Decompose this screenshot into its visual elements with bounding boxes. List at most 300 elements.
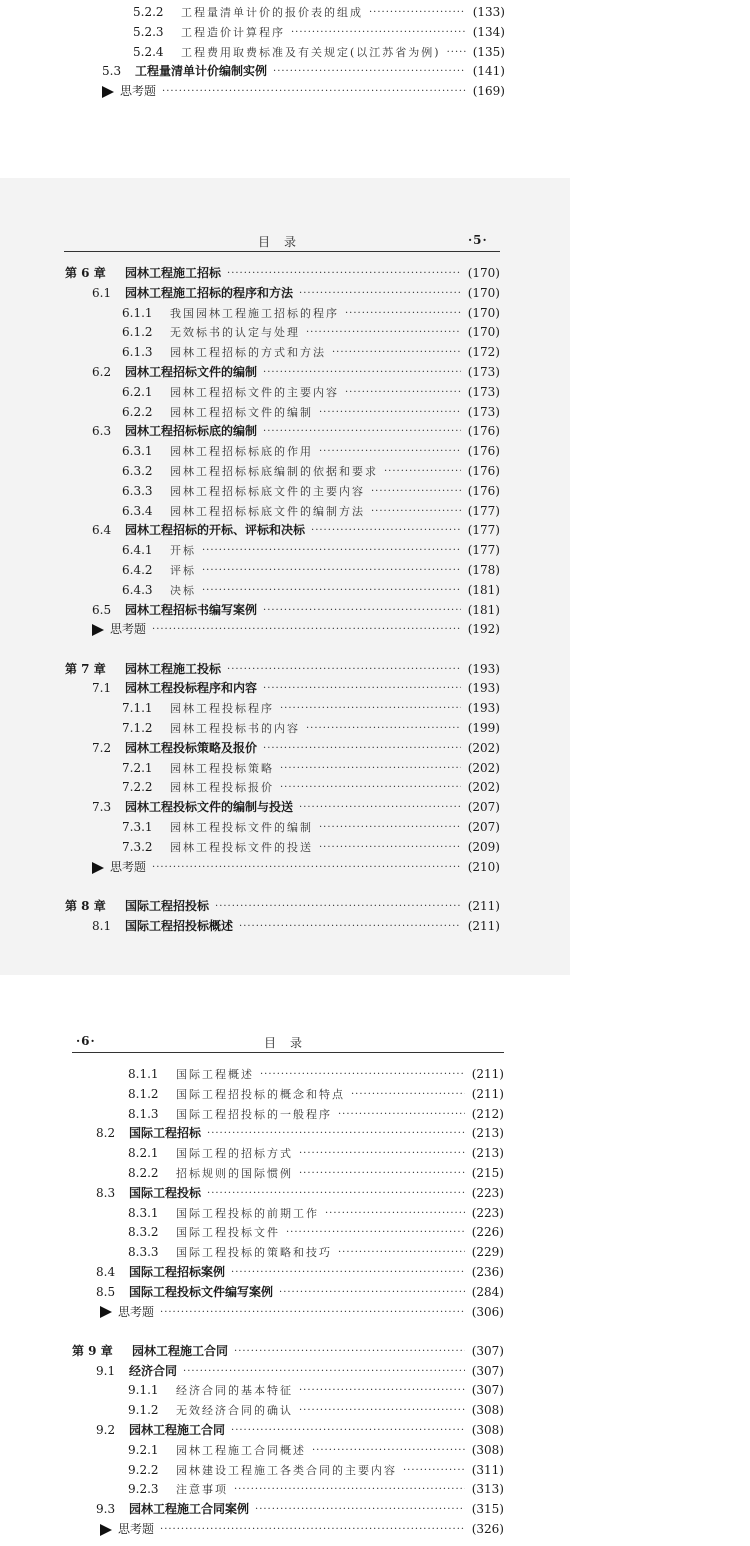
entry-number: 6.2.1 [122, 384, 153, 399]
dot-leader [160, 1303, 465, 1323]
entry-title: 思考题 [118, 1304, 155, 1319]
toc-section[interactable] [72, 1124, 504, 1144]
entry-title: 评标 [170, 563, 196, 577]
entry-title: 国际工程招标案例 [129, 1264, 226, 1279]
entry-page: (211) [467, 918, 500, 933]
toc-subsection[interactable] [65, 778, 500, 798]
entry-title: 园林工程投标策略 [170, 761, 274, 775]
toc-list [72, 1065, 504, 1540]
entry-title: 园林工程投标文件的编制与投送 [125, 800, 294, 815]
dot-leader [260, 1065, 465, 1085]
entry-page: (284) [471, 1284, 504, 1299]
dot-leader [384, 462, 461, 482]
entry-title: 工程造价计算程序 [181, 25, 285, 39]
entry-page: (211) [471, 1086, 504, 1101]
spacer [65, 640, 500, 660]
entry-number: 9.2.2 [128, 1462, 159, 1477]
entry-title: 园林工程招标文件的编制 [125, 364, 258, 379]
toc-subsection[interactable] [102, 23, 505, 43]
dot-leader [338, 1243, 465, 1263]
entry-title: 园林工程招标文件的编制 [170, 405, 313, 419]
entry-title: 园林工程施工合同案例 [129, 1502, 250, 1517]
entry-title: 国际工程投标 [129, 1185, 202, 1200]
dot-leader [263, 363, 461, 383]
entry-title: 国际工程招投标 [125, 898, 210, 913]
arrow-bullet-icon [100, 1306, 112, 1318]
dot-leader [319, 403, 461, 423]
toc-section[interactable] [65, 422, 500, 442]
entry-page: (178) [467, 562, 500, 577]
toc-subsection[interactable] [72, 1441, 504, 1461]
entry-page: (210) [467, 859, 500, 874]
dot-leader [299, 284, 461, 304]
entry-title: 工程费用取费标准及有关规定(以江苏省为例) [181, 45, 441, 59]
entry-number: 5.2.4 [133, 44, 164, 59]
entry-title: 园林工程施工招标 [125, 266, 222, 280]
entry-number: 7.3.2 [122, 839, 153, 854]
entry-page: (192) [467, 622, 500, 637]
toc-subsection[interactable] [65, 818, 500, 838]
running-header-title: 目 录 [258, 235, 298, 249]
toc-subsection[interactable] [72, 1223, 504, 1243]
entry-page: (211) [467, 898, 500, 913]
entry-number: 5.2.2 [133, 5, 164, 19]
entry-title: 思考题 [120, 84, 157, 99]
page-6 [0, 1030, 750, 1546]
entry-page: (226) [471, 1225, 504, 1240]
dot-leader [263, 739, 461, 759]
entry-page: (326) [471, 1522, 504, 1537]
entry-page: (176) [467, 463, 500, 478]
toc-section[interactable] [65, 798, 500, 818]
toc-section[interactable] [72, 1184, 504, 1204]
entry-page: (134) [472, 24, 505, 39]
toc-section[interactable] [65, 679, 500, 699]
dot-leader [319, 442, 461, 462]
entry-number: 7.1.1 [122, 701, 153, 716]
dot-leader [299, 1401, 465, 1421]
entry-title: 注意事项 [176, 1483, 228, 1497]
entry-page: (207) [467, 800, 500, 815]
dot-leader [371, 482, 461, 502]
entry-number: 第 7 章 [65, 661, 106, 676]
toc-chapter[interactable] [65, 897, 500, 917]
entry-number: 8.3.1 [128, 1205, 159, 1220]
dot-leader [263, 422, 461, 442]
entry-title: 国际工程概述 [176, 1068, 254, 1081]
dot-leader [299, 1144, 465, 1164]
dot-leader [152, 858, 461, 878]
dot-leader [299, 798, 461, 818]
dot-leader [231, 1421, 465, 1441]
toc-exercises[interactable] [72, 1520, 504, 1540]
dot-leader [239, 917, 461, 937]
toc-exercises[interactable] [65, 858, 500, 878]
dot-leader [312, 1441, 465, 1461]
toc-subsection[interactable] [72, 1243, 504, 1263]
entry-page: (307) [471, 1363, 504, 1378]
entry-page: (193) [467, 661, 500, 676]
entry-page: (209) [467, 839, 500, 854]
entry-title: 园林工程招标标底的编制 [125, 424, 258, 439]
toc-section[interactable] [72, 1500, 504, 1520]
entry-title: 无效经济合同的确认 [176, 1404, 293, 1418]
toc-subsection[interactable] [72, 1461, 504, 1481]
entry-number: 7.1 [92, 681, 112, 696]
entry-number: 6.3.1 [122, 444, 153, 459]
entry-title: 国际工程招投标的一般程序 [176, 1107, 332, 1121]
toc-exercises[interactable] [65, 620, 500, 640]
entry-title: 园林工程招标书编写案例 [125, 602, 258, 617]
page-number: ·5· [468, 233, 488, 247]
entry-number: 第 6 章 [65, 266, 106, 280]
entry-page: (199) [467, 721, 500, 736]
toc-subsection[interactable] [65, 838, 500, 858]
dot-leader [345, 383, 461, 403]
dot-leader [234, 1480, 465, 1500]
dot-leader [280, 699, 461, 719]
entry-title: 园林工程施工合同概述 [176, 1443, 306, 1457]
entry-title: 开标 [170, 544, 196, 558]
entry-number: 8.5 [96, 1284, 116, 1299]
toc-subsection[interactable] [65, 502, 500, 522]
dot-leader [325, 1204, 465, 1224]
toc-section[interactable] [72, 1362, 504, 1382]
dot-leader [273, 62, 466, 82]
entry-page: (173) [467, 364, 500, 379]
toc-subsection[interactable] [72, 1105, 504, 1125]
dot-leader [227, 264, 461, 284]
toc-subsection[interactable] [72, 1480, 504, 1500]
toc-subsection[interactable] [65, 343, 500, 363]
toc-subsection[interactable] [65, 482, 500, 502]
entry-title: 我国园林工程施工招标的程序 [170, 306, 339, 320]
toc-subsection[interactable] [65, 541, 500, 561]
entry-number: 6.1 [92, 285, 112, 300]
toc-subsection[interactable] [72, 1381, 504, 1401]
toc-section[interactable] [102, 62, 505, 82]
header-rule [64, 251, 500, 252]
entry-number: 8.1.2 [128, 1086, 159, 1101]
entry-title: 园林工程招标标底文件的编制方法 [170, 504, 365, 518]
entry-number: 6.1.2 [122, 325, 153, 340]
entry-title: 园林工程招标标底编制的依据和要求 [170, 464, 378, 478]
dot-leader [319, 838, 461, 858]
dot-leader [255, 1500, 465, 1520]
dot-leader [202, 561, 461, 581]
entry-page: (307) [471, 1383, 504, 1398]
dot-leader [345, 304, 461, 324]
entry-page: (176) [467, 483, 500, 498]
entry-page: (223) [471, 1205, 504, 1220]
toc-subsection[interactable] [72, 1164, 504, 1184]
toc-section[interactable] [65, 601, 500, 621]
toc-list [65, 264, 500, 937]
dot-leader [286, 1223, 465, 1243]
dot-leader [263, 601, 461, 621]
dot-leader [299, 1381, 465, 1401]
entry-number: 9.3 [96, 1502, 116, 1517]
entry-number: 6.4 [92, 523, 112, 538]
toc-section[interactable] [65, 363, 500, 383]
entry-title: 园林工程施工合同 [132, 1343, 229, 1358]
dot-leader [280, 778, 461, 798]
entry-page: (212) [471, 1106, 504, 1121]
entry-page: (177) [467, 503, 500, 518]
entry-title: 国际工程投标文件编写案例 [129, 1284, 274, 1299]
entry-number: 8.1.3 [128, 1106, 159, 1121]
dot-leader [311, 521, 461, 541]
toc-section[interactable] [65, 284, 500, 304]
entry-title: 经济合同的基本特征 [176, 1384, 293, 1398]
toc-chapter[interactable] [72, 1342, 504, 1362]
toc-subsection[interactable] [72, 1065, 504, 1085]
entry-number: 8.3.2 [128, 1225, 159, 1240]
toc-subsection[interactable] [65, 462, 500, 482]
entry-page: (193) [467, 701, 500, 716]
entry-page: (172) [467, 345, 500, 360]
entry-title: 思考题 [110, 622, 147, 637]
entry-title: 园林工程投标书的内容 [170, 722, 300, 736]
entry-number: 9.1.1 [128, 1383, 159, 1398]
entry-page: (313) [471, 1482, 504, 1497]
entry-page: (311) [471, 1462, 504, 1477]
entry-page: (177) [467, 523, 500, 538]
arrow-bullet-icon [92, 624, 104, 636]
toc-chapter[interactable] [65, 264, 500, 284]
entry-page: (308) [471, 1403, 504, 1418]
toc-subsection[interactable] [65, 304, 500, 324]
entry-number: 6.2.2 [122, 404, 153, 419]
toc-subsection[interactable] [72, 1401, 504, 1421]
dot-leader [207, 1124, 465, 1144]
dot-leader [306, 719, 461, 739]
entry-number: 6.2 [92, 364, 112, 379]
dot-leader [319, 818, 461, 838]
toc-subsection[interactable] [102, 43, 505, 63]
entry-number: 9.2.3 [128, 1482, 159, 1497]
entry-title: 国际工程投标的策略和技巧 [176, 1246, 332, 1260]
toc-subsection[interactable] [65, 561, 500, 581]
entry-title: 园林工程施工招标的程序和方法 [125, 285, 294, 300]
dot-leader [447, 43, 466, 63]
toc-subsection[interactable] [65, 719, 500, 739]
entry-page: (211) [471, 1067, 504, 1081]
entry-page: (170) [467, 305, 500, 320]
dot-leader [371, 502, 461, 522]
entry-title: 园林工程招标文件的主要内容 [170, 385, 339, 399]
spacer [65, 877, 500, 897]
entry-title: 工程量清单计价的报价表的组成 [181, 6, 363, 19]
entry-title: 决标 [170, 583, 196, 597]
toc-section[interactable] [72, 1421, 504, 1441]
entry-title: 思考题 [110, 859, 147, 874]
dot-leader [183, 1362, 465, 1382]
dot-leader [227, 660, 461, 680]
entry-number: 9.1 [96, 1363, 116, 1378]
entry-title: 国际工程投标的前期工作 [176, 1206, 319, 1220]
toc-exercises[interactable] [102, 82, 505, 102]
toc-subsection[interactable] [65, 581, 500, 601]
entry-page: (170) [467, 266, 500, 280]
toc-section[interactable] [72, 1263, 504, 1283]
entry-page: (213) [471, 1126, 504, 1141]
entry-page: (181) [467, 582, 500, 597]
entry-page: (306) [471, 1304, 504, 1319]
entry-number: 9.2.1 [128, 1442, 159, 1457]
entry-title: 园林工程投标报价 [170, 781, 274, 795]
dot-leader [332, 343, 461, 363]
entry-title: 思考题 [118, 1522, 155, 1537]
entry-number: 6.1.1 [122, 305, 153, 320]
entry-title: 国际工程投标文件 [176, 1226, 280, 1240]
dot-leader [351, 1085, 465, 1105]
dot-leader [338, 1105, 465, 1125]
entry-number: 6.3.4 [122, 503, 153, 518]
entry-number: 8.2.2 [128, 1165, 159, 1180]
dot-leader [202, 581, 461, 601]
entry-number: 7.1.2 [122, 721, 153, 736]
entry-number: 8.4 [96, 1264, 116, 1279]
entry-number: 6.3.2 [122, 463, 153, 478]
arrow-bullet-icon [92, 862, 104, 874]
entry-page: (173) [467, 384, 500, 399]
dot-leader [160, 1520, 465, 1540]
entry-number: 6.1.3 [122, 345, 153, 360]
entry-title: 园林工程招标标底的作用 [170, 445, 313, 459]
arrow-bullet-icon [102, 86, 114, 98]
entry-title: 园林工程施工合同 [129, 1423, 226, 1438]
dot-leader [231, 1263, 465, 1283]
entry-title: 园林建设工程施工各类合同的主要内容 [176, 1463, 397, 1477]
entry-title: 园林工程施工投标 [125, 661, 222, 676]
entry-page: (170) [467, 325, 500, 340]
entry-number: 8.1 [92, 918, 112, 933]
entry-title: 园林工程投标策略及报价 [125, 740, 258, 755]
dot-leader [280, 759, 461, 779]
entry-title: 国际工程的招标方式 [176, 1147, 293, 1161]
entry-page: (202) [467, 740, 500, 755]
entry-page: (308) [471, 1423, 504, 1438]
entry-title: 园林工程招标的方式和方法 [170, 346, 326, 360]
entry-number: 7.2.2 [122, 780, 153, 795]
toc-subsection[interactable] [65, 383, 500, 403]
entry-page: (308) [471, 1442, 504, 1457]
toc-subsection[interactable] [65, 699, 500, 719]
entry-page: (207) [467, 820, 500, 835]
entry-title: 经济合同 [129, 1363, 178, 1378]
toc-section[interactable] [65, 917, 500, 937]
entry-number: 5.3 [102, 64, 122, 79]
spacer [72, 1322, 504, 1342]
entry-page: (133) [472, 5, 505, 19]
entry-title: 园林工程招标标底文件的主要内容 [170, 484, 365, 498]
dot-leader [279, 1283, 465, 1303]
toc-subsection[interactable] [65, 323, 500, 343]
dot-leader [299, 1164, 465, 1184]
toc-subsection[interactable] [65, 403, 500, 423]
entry-page: (176) [467, 444, 500, 459]
entry-title: 园林工程投标文件的投送 [170, 840, 313, 854]
entry-title: 园林工程招标的开标、评标和决标 [125, 523, 306, 538]
entry-page: (177) [467, 543, 500, 558]
entry-number: 8.2.1 [128, 1146, 159, 1161]
entry-page: (135) [472, 44, 505, 59]
entry-title: 无效标书的认定与处理 [170, 326, 300, 340]
page-5 [0, 178, 570, 975]
entry-page: (215) [471, 1165, 504, 1180]
entry-number: 6.4.2 [122, 562, 153, 577]
entry-number: 6.3.3 [122, 483, 153, 498]
toc-chapter[interactable] [65, 660, 500, 680]
entry-page: (315) [471, 1502, 504, 1517]
entry-number: 第 8 章 [65, 898, 106, 913]
dot-leader [207, 1184, 465, 1204]
entry-page: (170) [467, 285, 500, 300]
entry-page: (236) [471, 1264, 504, 1279]
toc-subsection[interactable] [72, 1204, 504, 1224]
entry-page: (181) [467, 602, 500, 617]
entry-page: (176) [467, 424, 500, 439]
entry-number: 8.2 [96, 1126, 116, 1141]
page-number: ·6· [76, 1034, 96, 1048]
entry-number: 6.4.3 [122, 582, 153, 597]
toc-subsection[interactable] [72, 1144, 504, 1164]
dot-leader [215, 897, 461, 917]
dot-leader [369, 3, 466, 23]
entry-page: (307) [471, 1343, 504, 1358]
entry-number: 8.3 [96, 1185, 116, 1200]
entry-page: (229) [471, 1245, 504, 1260]
dot-leader [306, 323, 461, 343]
entry-number: 9.2 [96, 1423, 116, 1438]
arrow-bullet-icon [100, 1524, 112, 1536]
toc-section[interactable] [72, 1283, 504, 1303]
toc-subsection[interactable] [72, 1085, 504, 1105]
entry-page: (223) [471, 1185, 504, 1200]
entry-number: 7.3.1 [122, 820, 153, 835]
toc-subsection[interactable] [65, 759, 500, 779]
entry-title: 国际工程招投标概述 [125, 918, 234, 933]
entry-number: 7.2.1 [122, 760, 153, 775]
entry-number: 6.4.1 [122, 543, 153, 558]
entry-number: 5.2.3 [133, 24, 164, 39]
entry-page: (193) [467, 681, 500, 696]
header-rule [72, 1052, 504, 1053]
toc-exercises[interactable] [72, 1303, 504, 1323]
dot-leader [291, 23, 466, 43]
toc-section[interactable] [65, 521, 500, 541]
entry-title: 招标规则的国际惯例 [176, 1166, 293, 1180]
toc-subsection[interactable] [102, 3, 505, 23]
entry-title: 园林工程投标程序 [170, 702, 274, 716]
entry-number: 7.2 [92, 740, 112, 755]
toc-subsection[interactable] [65, 442, 500, 462]
toc-section[interactable] [65, 739, 500, 759]
dot-leader [403, 1461, 465, 1481]
toc-list [102, 3, 505, 102]
entry-page: (202) [467, 780, 500, 795]
entry-page: (202) [467, 760, 500, 775]
entry-number: 8.1.1 [128, 1067, 159, 1081]
entry-number: 6.5 [92, 602, 112, 617]
entry-number: 7.3 [92, 800, 112, 815]
entry-number: 9.1.2 [128, 1403, 159, 1418]
entry-number: 第 9 章 [72, 1343, 113, 1358]
entry-page: (141) [472, 64, 505, 79]
entry-number: 6.3 [92, 424, 112, 439]
page-fragment-4 [0, 0, 750, 110]
